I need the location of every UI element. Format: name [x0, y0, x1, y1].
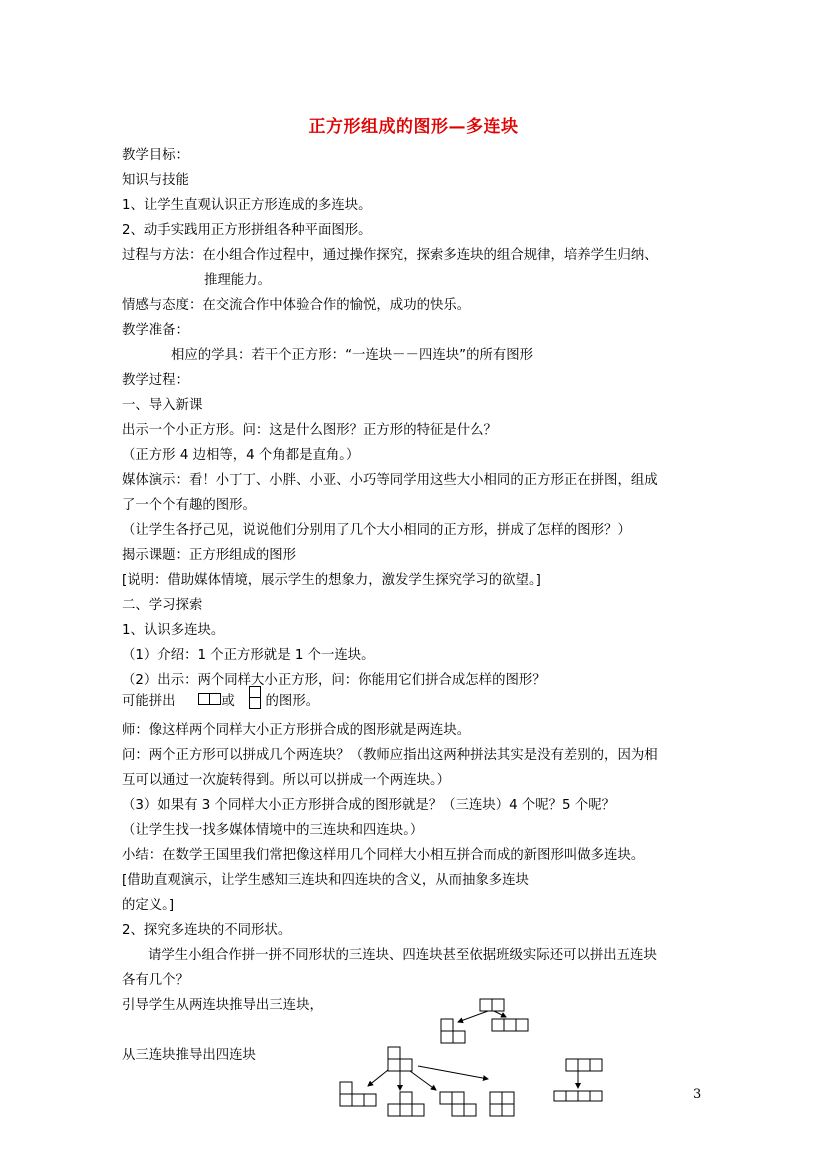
text-line: 教学过程： — [122, 373, 189, 388]
text-line: 出示一个小正方形。问：这是什么图形？正方形的特征是什么？ — [122, 423, 497, 438]
text-line: 小结：在数学王国里我们常把像这样用几个同样大小相互拼合而成的新图形叫做多连块。 — [122, 848, 645, 863]
text-line: [说明：借助媒体情境，展示学生的想象力，激发学生探究学习的欲望。] — [122, 573, 541, 588]
page-number: 3 — [693, 1087, 702, 1102]
text-line: （1）介绍：1 个正方形就是 1 个一连块。 — [122, 648, 375, 663]
text-line: 2、动手实践用正方形拼组各种平面图形。 — [122, 223, 372, 238]
page-title: 正方形组成的图形—多连块 — [308, 117, 519, 137]
text-line: 1、让学生直观认识正方形连成的多连块。 — [122, 198, 372, 213]
domino-to-tromino-diagram — [440, 998, 540, 1046]
text-line: [借助直观演示，让学生感知三连块和四连块的含义，从而抽象多连块 — [122, 873, 529, 888]
text-line: 推理能力。 — [204, 273, 271, 288]
text-line: 师：像这样两个同样大小正方形拼合成的图形就是两连块。 — [122, 723, 471, 738]
text-line: （让学生找一找多媒体情境中的三连块和四连块。） — [122, 823, 424, 838]
text-line: 教学目标： — [122, 148, 189, 163]
text-line: 1、认识多连块。 — [122, 623, 225, 638]
text-line: 揭示课题：正方形组成的图形 — [122, 548, 297, 563]
text-line: 一、导入新课 — [122, 398, 203, 413]
text-line: 问：两个正方形可以拼成几个两连块？（教师应指出这两种拼法其实是没有差别的，因为相 — [122, 748, 658, 763]
text-line: 请学生小组合作拼一拼不同形状的三连块、四连块甚至依据班级实际还可以拼出五连块 — [148, 948, 657, 963]
text-line: 从三连块推导出四连块 — [122, 1048, 256, 1063]
text-line: （正方形 4 边相等，4 个角都是直角。） — [122, 448, 360, 463]
text-fragment: 可能拼出 — [122, 694, 176, 709]
text-line: 的定义。] — [122, 898, 175, 913]
tromino-to-tetromino-diagram — [338, 1046, 528, 1118]
text-fragment: 的图形。 — [265, 694, 320, 709]
text-line: （3）如果有 3 个同样大小正方形拼合成的图形就是？（三连块）4 个呢？5 个呢？ — [122, 798, 615, 813]
text-line: 知识与技能 — [122, 173, 189, 188]
text-line-with-figures — [122, 693, 319, 711]
text-line: 媒体演示：看！小丁丁、小胖、小亚、小巧等同学用这些大小相同的正方形正在拼图，组成 — [122, 473, 658, 488]
horizontal-domino-icon — [198, 691, 221, 709]
text-line: （2）出示：两个同样大小正方形，问：你能用它们拼合成怎样的图形？ — [122, 673, 546, 688]
text-line: （让学生各抒己见，说说他们分别用了几个大小相同的正方形，拼成了怎样的图形？） — [122, 523, 631, 538]
straight-tromino-diagram — [552, 1058, 608, 1106]
text-line: 教学准备： — [122, 323, 189, 338]
text-line: 2、探究多连块的不同形状。 — [122, 923, 292, 938]
text-line: 情感与态度：在交流合作中体验合作的愉悦，成功的快乐。 — [122, 298, 471, 313]
text-line: 二、学习探索 — [122, 598, 203, 613]
vertical-domino-icon — [249, 686, 261, 709]
text-line: 引导学生从两连块推导出三连块， — [122, 998, 323, 1013]
text-fragment: 或 — [221, 694, 235, 709]
text-line: 过程与方法：在小组合作过程中，通过操作探究，探索多连块的组合规律，培养学生归纳、 — [122, 248, 658, 263]
text-line: 各有几个？ — [122, 973, 189, 988]
text-line: 了一个个有趣的图形。 — [122, 498, 256, 513]
text-line: 相应的学具：若干个正方形：“一连块－－四连块”的所有图形 — [171, 348, 534, 363]
text-line: 互可以通过一次旋转得到。所以可以拼成一个两连块。） — [122, 773, 451, 788]
